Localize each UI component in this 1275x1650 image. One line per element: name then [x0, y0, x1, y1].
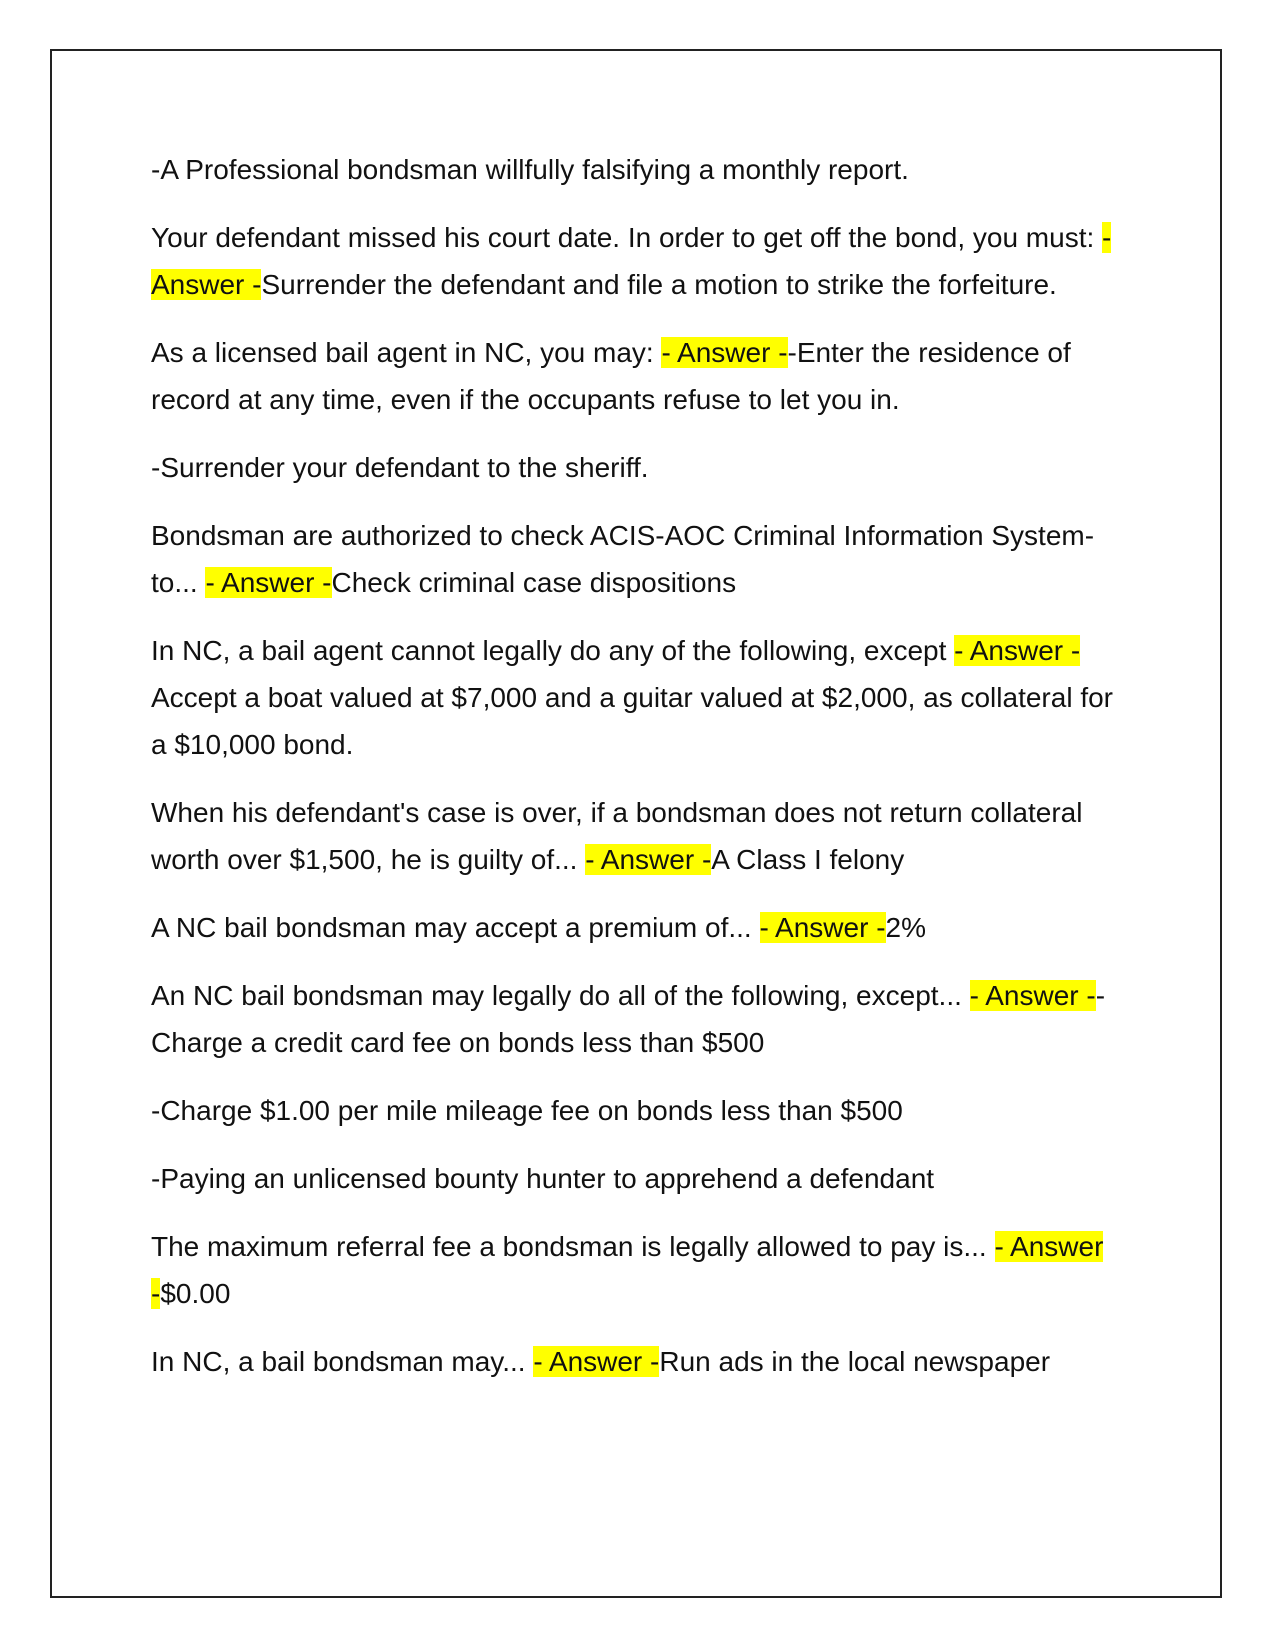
question-text: Bondsman are authorized to check ACIS-AOC Criminal Information System- to...: [151, 520, 1095, 598]
answer-highlight: - Answer -: [759, 912, 886, 943]
answer-highlight: - Answer -: [585, 844, 712, 875]
paragraph-11: [151, 1155, 1121, 1202]
answer-highlight: - Answer -: [151, 222, 1112, 300]
paragraph-8: [151, 904, 1121, 951]
answer-highlight: - Answer -: [205, 567, 332, 598]
paragraph-13: [151, 1338, 1121, 1385]
paragraph-10: [151, 1087, 1121, 1134]
paragraph-3: [151, 329, 1121, 423]
document-body: [151, 146, 1121, 1406]
answer-highlight: - Answer -: [954, 635, 1081, 666]
paragraph-text: -Surrender your defendant to the sheriff.: [151, 452, 649, 483]
answer-highlight: - Answer -: [533, 1346, 660, 1377]
answer-text: 2%: [885, 912, 926, 943]
paragraph-9: [151, 972, 1121, 1066]
question-text: As a licensed bail agent in NC, you may:: [151, 337, 662, 368]
question-text: A NC bail bondsman may accept a premium of...: [151, 912, 760, 943]
answer-text: A Class I felony: [711, 844, 905, 875]
paragraph-5: [151, 512, 1121, 606]
paragraph-2: [151, 214, 1121, 308]
answer-text: Accept a boat valued at $7,000 and a guitar valued at $2,000, as collateral for a $10,000 bond.: [151, 682, 1113, 760]
answer-highlight: - Answer -: [151, 1231, 1104, 1309]
question-text: In NC, a bail bondsman may...: [151, 1346, 534, 1377]
paragraph-text: -A Professional bondsman willfully falsifying a monthly report.: [151, 154, 909, 185]
paragraph-1: [151, 146, 1121, 193]
question-text: Your defendant missed his court date. In order to get off the bond, you must:: [151, 222, 1103, 253]
answer-text: Check criminal case dispositions: [331, 567, 737, 598]
answer-text: Run ads in the local newspaper: [659, 1346, 1051, 1377]
answer-text: Surrender the defendant and file a motion to strike the forfeiture.: [261, 269, 1057, 300]
question-text: An NC bail bondsman may legally do all of the following, except...: [151, 980, 970, 1011]
question-text: The maximum referral fee a bondsman is legally allowed to pay is...: [151, 1231, 995, 1262]
answer-text: -Enter the residence of record at any time, even if the occupants refuse to let you in.: [151, 337, 1071, 415]
paragraph-text: -Charge $1.00 per mile mileage fee on bonds less than $500: [151, 1095, 903, 1126]
answer-highlight: - Answer -: [969, 980, 1096, 1011]
paragraph-12: [151, 1223, 1121, 1317]
question-text: When his defendant's case is over, if a bondsman does not return collateral worth over $1,500, he is guilty of...: [151, 797, 1083, 875]
paragraph-4: [151, 444, 1121, 491]
paragraph-7: [151, 789, 1121, 883]
answer-highlight: - Answer -: [661, 337, 788, 368]
paragraph-text: -Paying an unlicensed bounty hunter to apprehend a defendant: [151, 1163, 935, 1194]
answer-text: $0.00: [160, 1278, 231, 1309]
paragraph-6: [151, 627, 1121, 768]
question-text: In NC, a bail agent cannot legally do any of the following, except: [151, 635, 955, 666]
answer-text: -Charge a credit card fee on bonds less than $500: [151, 980, 1106, 1058]
